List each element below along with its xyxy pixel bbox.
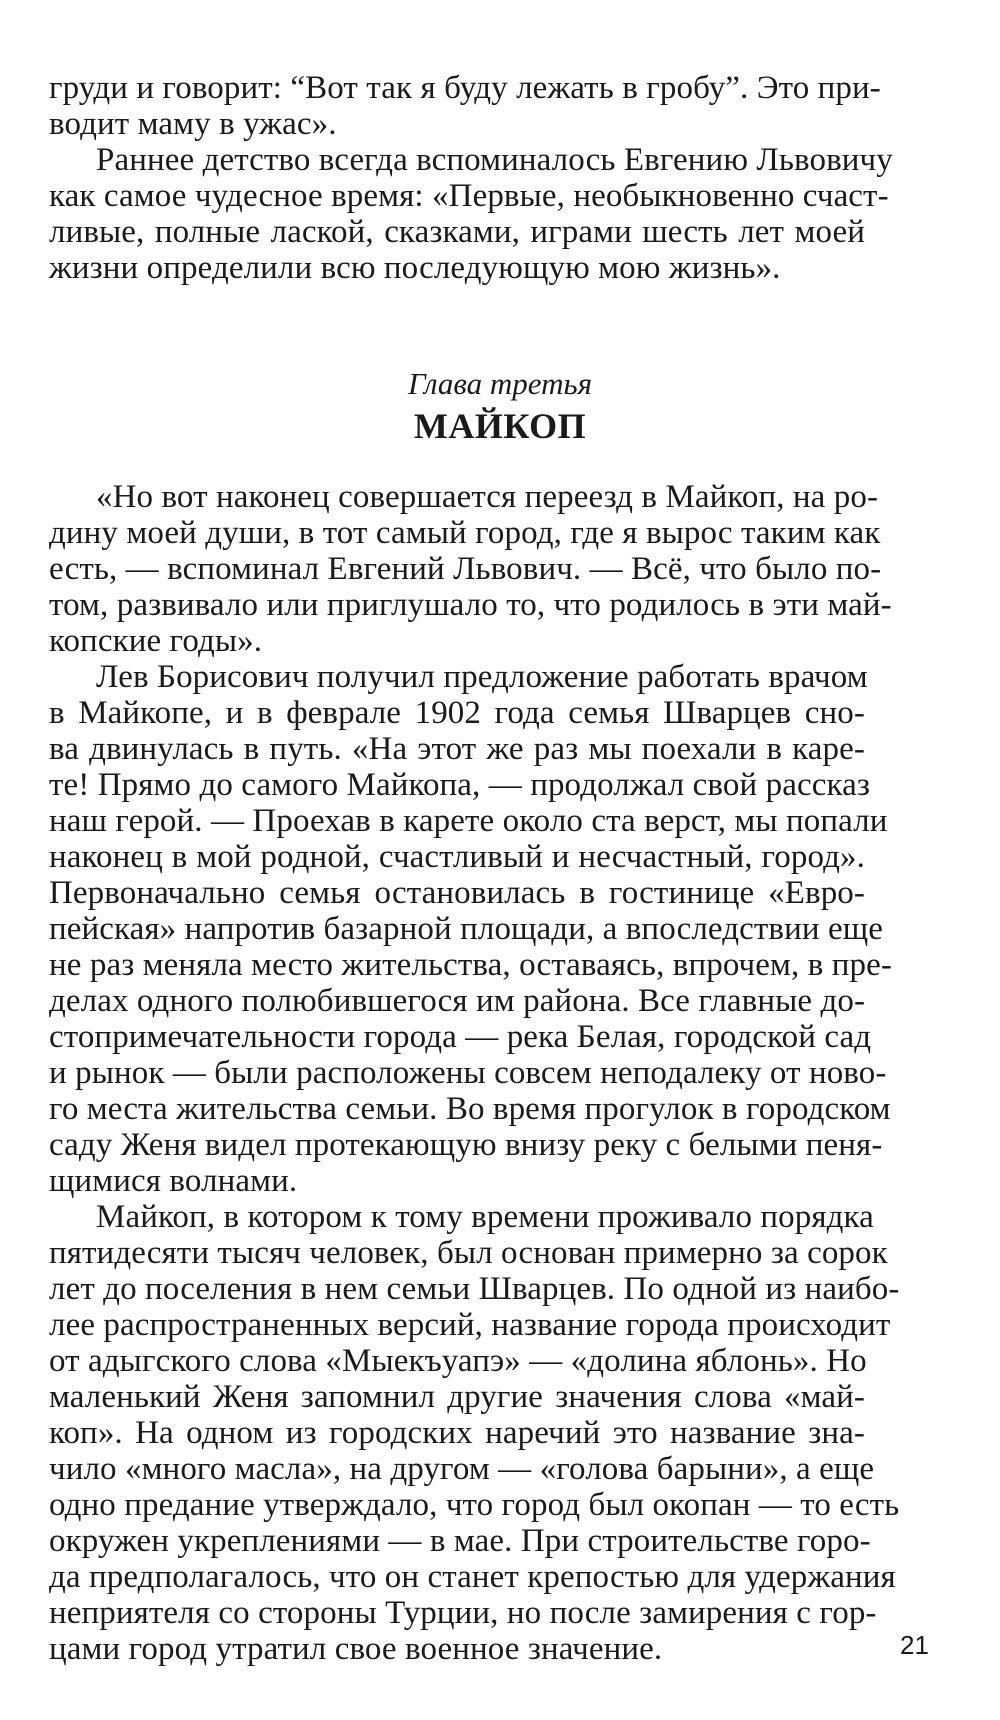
text-line: да предполагалось, что он станет крепостью для удержания: [49, 1559, 896, 1595]
text-line: лее распространенных версий, название города происходит: [49, 1307, 891, 1343]
text-line: чило «много масла», на другом — «голова барыни», а еще: [49, 1451, 875, 1487]
paragraph: [49, 1199, 900, 1667]
text-line: ливые, полные лаской, сказками, играми шесть лет моей: [49, 214, 865, 250]
text-line: ва двинулась в путь. «На этот же раз мы поехали в каре-: [49, 731, 865, 767]
paragraph: [49, 659, 892, 1199]
text-line: стопримечательности города — река Белая, городской сад: [49, 1019, 872, 1055]
text-line: Первоначально семья остановилась в гостинице «Евро-: [49, 875, 865, 911]
text-line: маленький Женя запомнил другие значения слова «май-: [49, 1379, 865, 1415]
text-line: лет до поселения в нем семьи Шварцев. По одной из наибо-: [49, 1271, 900, 1307]
paragraph: [49, 142, 893, 286]
text-line: водит маму в ужас».: [49, 106, 337, 142]
paragraph: [49, 70, 881, 142]
text-line: саду Женя видел протекающую внизу реку с белыми пеня-: [49, 1127, 883, 1163]
text-line: Раннее детство всегда вспоминалось Евгению Львовичу: [96, 142, 893, 178]
text-line: наш герой. — Проехав в карете около ста верст, мы попали: [49, 803, 888, 839]
text-line: копские годы».: [49, 623, 263, 659]
text-line: жизни определили всю последующую мою жизнь».: [49, 250, 781, 286]
text-line: в Майкопе, и в феврале 1902 года семья Шварцев сно-: [49, 695, 865, 731]
text-line: те! Прямо до самого Майкопа, — продолжал свой рассказ: [49, 767, 870, 803]
text-line: груди и говорит: “Вот так я буду лежать в гробу”. Это при-: [49, 70, 881, 106]
text-line: неприятеля со стороны Турции, но после замирения с гор-: [49, 1595, 877, 1631]
text-line: го места жительства семьи. Во время прогулок в городском: [49, 1091, 891, 1127]
paragraph: [49, 479, 892, 659]
text-line: от адыгского слова «Мыекъуапэ» — «долина яблонь». Но: [49, 1343, 867, 1379]
top-text-block: [49, 70, 893, 286]
text-line: не раз меняла место жительства, оставаясь, впрочем, в пре-: [49, 947, 892, 983]
text-line: наконец в мой родной, счастливый и несчастный, город».: [49, 839, 865, 875]
text-line: том, развивало или приглушало то, что родилось в эти май-: [49, 587, 892, 623]
text-line: делах одного полюбившегося им района. Все главные до-: [49, 983, 866, 1019]
text-line: пейская» напротив базарной площади, а впоследствии еще: [49, 911, 883, 947]
text-line: дину моей души, в тот самый город, где я вырос таким как: [49, 515, 881, 551]
text-line: одно предание утверждало, что город был окопан — то есть: [49, 1487, 900, 1523]
text-line: коп». На одном из городских наречий это название зна-: [49, 1415, 865, 1451]
text-line: есть, — вспоминал Евгений Львович. — Всё, что было по-: [49, 551, 882, 587]
chapter-label: Глава третья: [407, 366, 593, 401]
chapter-text-block: [49, 479, 900, 1667]
chapter-title: МАЙКОП: [413, 406, 587, 446]
page-number: 21: [900, 1630, 929, 1660]
text-line: и рынок — были расположены совсем неподалеку от ново-: [49, 1055, 887, 1091]
text-line: «Но вот наконец совершается переезд в Майкоп, на ро-: [96, 479, 879, 515]
text-line: пятидесяти тысяч человек, был основан примерно за сорок: [49, 1235, 888, 1271]
text-line: цами город утратил свое военное значение.: [49, 1631, 663, 1667]
text-line: Майкоп, в котором к тому времени проживало порядка: [96, 1199, 874, 1235]
text-line: щимися волнами.: [49, 1163, 298, 1199]
text-line: Лев Борисович получил предложение работать врачом: [96, 659, 868, 695]
text-line: окружен укреплениями — в мае. При строительстве горо-: [49, 1523, 871, 1559]
text-line: как самое чудесное время: «Первые, необыкновенно счаст-: [49, 178, 889, 214]
